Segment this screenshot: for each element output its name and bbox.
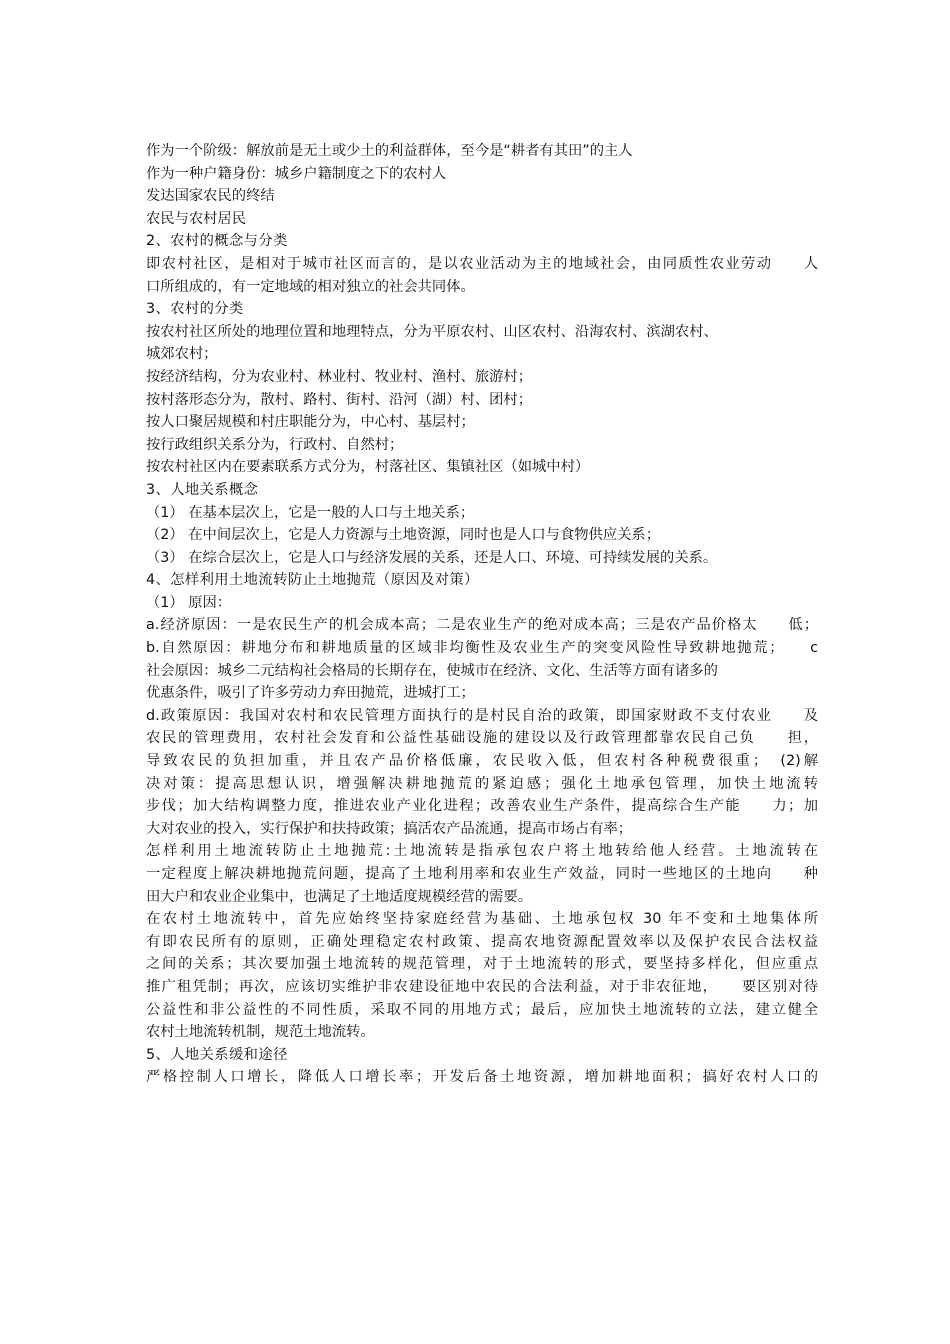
text-line: （3） 在综合层次上，它是人口与经济发展的关系，还是人口、环境、可持续发展的关系。 (146, 549, 718, 566)
text-line: 作为一种户籍身份：城乡户籍制度之下的农村人 (146, 165, 447, 182)
text-line: 推广租凭制；再次，应该切实维护非农建设征地中农民的合法利益，对于非农征地， 要区别对待 (146, 978, 818, 995)
text-line: b.自然原因：耕地分布和耕地质量的区域非均衡性及农业生产的突变风险性导致耕地抛荒； c (146, 640, 818, 657)
text-line: 步伐；加大结构调整力度，推进农业产业化进程；改善农业生产条件，提高综合生产能 力；加 (146, 798, 818, 815)
text-line: 导致农民的负担加重，并且农产品价格低廉，农民收入低，但农村各种税费很重； (2)解 (146, 753, 818, 770)
text-line: 按农村社区所处的地理位置和地理特点，分为平原农村、山区农村、沿海农村、滨湖农村、 (146, 323, 718, 340)
section-heading: 5、人地关系缓和途径 (146, 1046, 288, 1063)
section-heading: 2、农村的概念与分类 (146, 233, 288, 250)
section-heading: 3、人地关系概念 (146, 481, 259, 498)
text-line: 优惠条件，吸引了许多劳动力弃田抛荒，进城打工； (146, 685, 475, 702)
text-line: 严格控制人口增长，降低人口增长率；开发后备土地资源，增加耕地面积；搞好农村人口的 (146, 1069, 818, 1086)
text-line: （2） 在中间层次上，它是人力资源与土地资源，同时也是人口与食物供应关系； (146, 527, 661, 544)
text-line: 作为一个阶级：解放前是无土或少土的利益群体，至今是“耕者有其田”的主人 (146, 143, 633, 159)
text-line: 按行政组织关系分为，行政村、自然村； (146, 436, 404, 453)
text-line: d.政策原因：我国对农村和农民管理方面执行的是村民自治的政策，即国家财政不支付农业 及 (146, 707, 818, 724)
text-line: 一定程度上解决耕地抛荒问题，提高了土地利用率和农业生产效益，同时一些地区的土地向 种 (146, 866, 818, 882)
section-heading: 3、农村的分类 (146, 301, 244, 318)
text-line: 城郊农村； (146, 346, 218, 363)
text-line: 按农村社区内在要素联系方式分为，村落社区、集镇社区（如城中村） (146, 459, 590, 476)
text-line: 即农村社区，是相对于城市社区而言的，是以农业活动为主的地域社会，由同质性农业劳动 人 (146, 255, 818, 272)
text-line: 公益性和非公益性的不同性质，采取不同的用地方式；最后，应加快土地流转的立法，建立健全 (146, 1001, 818, 1018)
text-line: 农村土地流转机制，规范土地流转。 (146, 1024, 375, 1041)
text-line: 按村落形态分为，散村、路村、街村、沿河（湖）村、团村； (146, 391, 533, 408)
text-line: 有即农民所有的原则，正确处理稳定农村政策、提高农地资源配置效率以及保护农民合法权益 (146, 933, 818, 950)
text-line: 发达国家农民的终结 (146, 188, 275, 205)
text-line: （1） 在基本层次上，它是一般的人口与土地关系； (146, 504, 475, 521)
text-line: 在农村土地流转中，首先应始终坚持家庭经营为基础、土地承包权 30 年不变和土地集体所 (146, 911, 818, 928)
text-line: （1） 原因： (146, 594, 232, 611)
text-line: 田大户和农业企业集中，也满足了土地适度规模经营的需要。 (146, 888, 533, 905)
text-line: a.经济原因：一是农民生产的机会成本高；二是农业生产的绝对成本高；三是农产品价格太 低； (146, 617, 818, 634)
document-body (146, 140, 818, 1089)
text-line: 怎样利用土地流转防止土地抛荒:土地流转是指承包农户将土地转给他人经营。土地流转在 (146, 843, 818, 860)
text-line: 按经济结构，分为农业村、林业村、牧业村、渔村、旅游村； (146, 368, 533, 385)
text-line: 大对农业的投入，实行保护和扶持政策；搞活农产品流通，提高市场占有率； (146, 820, 633, 837)
text-line: 之间的关系；其次要加强土地流转的规范管理，对于土地流转的形式，要坚持多样化，但应重点 (146, 956, 818, 973)
text-line: 农民的管理费用，农村社会发育和公益性基础设施的建设以及行政管理都靠农民自己负 担， (146, 730, 818, 747)
section-heading: 4、怎样利用土地流转防止土地抛荒（原因及对策） (146, 572, 479, 589)
text-line: 按人口聚居规模和村庄职能分为，中心村、基层村； (146, 414, 475, 431)
text-line: 农民与农村居民 (146, 210, 247, 227)
text-line: 口所组成的，有一定地域的相对独立的社会共同体。 (146, 278, 475, 295)
text-line: 决对策：提高思想认识，增强解决耕地抛荒的紧迫感；强化土地承包管理，加快土地流转 (146, 775, 818, 792)
text-line: 社会原因：城乡二元结构社会格局的长期存在，使城市在经济、文化、生活等方面有诸多的 (146, 662, 718, 679)
